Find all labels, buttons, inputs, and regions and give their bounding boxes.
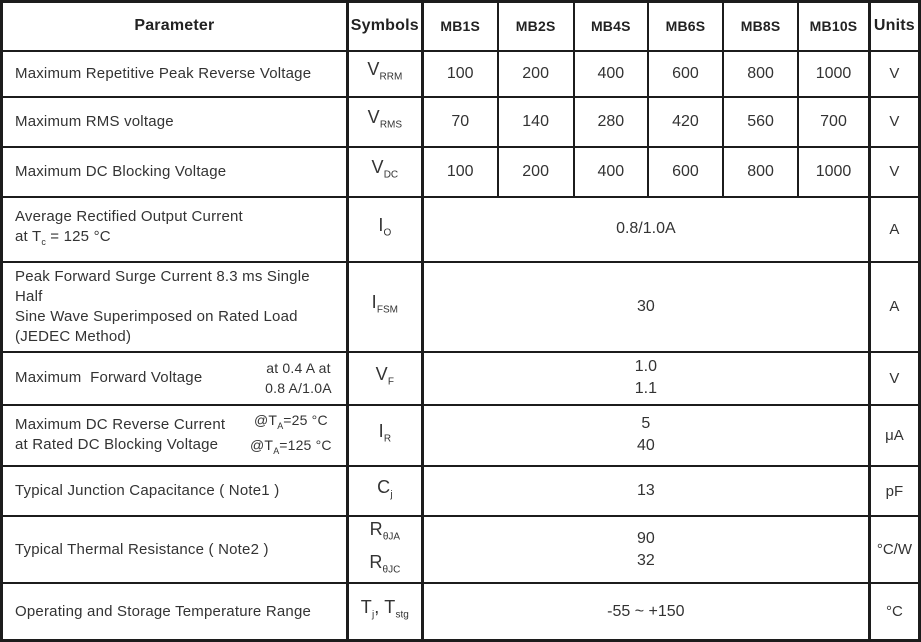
- parameter-cell: [2, 262, 348, 352]
- value-cell-mb6s: 600: [648, 51, 723, 97]
- table-row-vdc: [2, 147, 920, 197]
- unit-cell: °C: [869, 583, 919, 640]
- parameter-text: Maximum RMS voltage: [15, 112, 174, 130]
- value-cell-mb8s: 800: [723, 51, 798, 97]
- symbol-cell: $R_{\theta JA}$ $R_{\theta JC}$: [347, 516, 422, 583]
- value-cell-mb10s: 1000: [798, 147, 869, 197]
- header-units: Units: [869, 2, 919, 51]
- value-cell-all-models: 5 40: [422, 405, 869, 467]
- value-cell-mb2s: 140: [498, 97, 574, 147]
- value-cell-mb1s: 100: [422, 51, 497, 97]
- value-cell-mb4s: 400: [574, 51, 648, 97]
- parameter-cell: [2, 97, 348, 147]
- symbol-cell: $V_{DC}$: [347, 147, 422, 197]
- parameter-cell: [2, 466, 348, 516]
- parameter-flex: [15, 267, 338, 347]
- unit-cell: μA: [869, 405, 919, 467]
- header-model-mb4s: MB4S: [574, 2, 648, 51]
- table-row-ifsm: [2, 262, 920, 352]
- value-cell-all-models: 90 32: [422, 516, 869, 583]
- test-condition-text: $@T_A=25$ °C $@T_A=125$ °C: [250, 411, 332, 457]
- parameter-text: Average Rectified Output Current at $T_c = 125$ °C: [15, 207, 243, 247]
- parameter-cell: [2, 352, 348, 405]
- value-cell-mb2s: 200: [498, 51, 574, 97]
- parameter-flex: [15, 112, 338, 132]
- unit-cell: °C/W: [869, 516, 919, 583]
- unit-cell: pF: [869, 466, 919, 516]
- symbol-cell: $T_j$, $T_{stg}$: [347, 583, 422, 640]
- header-model-mb10s: MB10S: [798, 2, 869, 51]
- symbol-cell: $V_F$: [347, 352, 422, 405]
- header-symbols: Symbols: [347, 2, 422, 51]
- test-condition-text: at 0.4 A at 0.8 A/1.0A: [265, 360, 332, 396]
- table-row-vf: [2, 352, 920, 405]
- parameter-cell: [2, 147, 348, 197]
- value-cell-mb10s: 700: [798, 97, 869, 147]
- header-model-mb8s: MB8S: [723, 2, 798, 51]
- header-parameter: Parameter: [2, 2, 348, 51]
- parameter-cell: [2, 405, 348, 467]
- parameter-flex: [15, 481, 338, 501]
- value-cell-mb8s: 800: [723, 147, 798, 197]
- parameter-text: Maximum Forward Voltage: [15, 369, 203, 386]
- table-row-cj: [2, 466, 920, 516]
- unit-cell: V: [869, 97, 919, 147]
- parameter-cell: [2, 197, 348, 262]
- parameter-flex: [15, 540, 338, 560]
- value-cell-mb4s: 280: [574, 97, 648, 147]
- value-cell-all-models: 13: [422, 466, 869, 516]
- header-model-mb1s: MB1S: [422, 2, 497, 51]
- parameter-flex: [15, 602, 338, 622]
- symbol-cell: $I_{FSM}$: [347, 262, 422, 352]
- parameter-text: Maximum DC Reverse Current at Rated DC Blocking Voltage: [15, 416, 226, 454]
- parameter-flex: [15, 410, 338, 462]
- parameter-text: Maximum Repetitive Peak Reverse Voltage: [15, 64, 312, 82]
- value-cell-mb10s: 1000: [798, 51, 869, 97]
- symbol-cell: $I_R$: [347, 405, 422, 467]
- value-cell-mb1s: 100: [422, 147, 497, 197]
- value-cell-all-models: 30: [422, 262, 869, 352]
- parameter-flex: [15, 358, 338, 398]
- value-cell-all-models: 0.8/1.0A: [422, 197, 869, 262]
- table-row-io: [2, 197, 920, 262]
- header-row: [2, 2, 920, 51]
- unit-cell: A: [869, 262, 919, 352]
- table-row-vrms: [2, 97, 920, 147]
- value-cell-mb6s: 420: [648, 97, 723, 147]
- value-cell-mb1s: 70: [422, 97, 497, 147]
- table-row-vrrm: [2, 51, 920, 97]
- unit-cell: V: [869, 352, 919, 405]
- unit-cell: V: [869, 51, 919, 97]
- table-row-tstg: [2, 583, 920, 640]
- parameter-flex: [15, 207, 338, 252]
- symbol-cell: $V_{RMS}$: [347, 97, 422, 147]
- parameter-text: Maximum DC Blocking Voltage: [15, 162, 227, 180]
- value-cell-mb6s: 600: [648, 147, 723, 197]
- header-model-mb2s: MB2S: [498, 2, 574, 51]
- unit-cell: A: [869, 197, 919, 262]
- symbol-cell: $C_j$: [347, 466, 422, 516]
- parameter-text: Operating and Storage Temperature Range: [15, 602, 312, 620]
- value-cell-mb4s: 400: [574, 147, 648, 197]
- symbol-cell: $V_{RRM}$: [347, 51, 422, 97]
- parameter-cell: [2, 51, 348, 97]
- parameter-text: Typical Thermal Resistance ( Note2 ): [15, 540, 269, 558]
- parameter-cell: [2, 583, 348, 640]
- parameter-flex: [15, 64, 338, 84]
- value-cell-mb2s: 200: [498, 147, 574, 197]
- value-cell-all-models: -55 ~ +150: [422, 583, 869, 640]
- value-cell-all-models: 1.0 1.1: [422, 352, 869, 405]
- parameter-text: Typical Junction Capacitance ( Note1 ): [15, 482, 280, 500]
- parameter-text: Peak Forward Surge Current 8.3 ms Single Half Sine Wave Superimposed on Rated Load (JEDEC Method): [15, 267, 315, 345]
- table-row-rth: [2, 516, 920, 583]
- table-row-ir: [2, 405, 920, 467]
- value-cell-mb8s: 560: [723, 97, 798, 147]
- table-body: [2, 51, 920, 641]
- parameter-flex: [15, 162, 338, 182]
- header-model-mb6s: MB6S: [648, 2, 723, 51]
- unit-cell: V: [869, 147, 919, 197]
- parameter-cell: [2, 516, 348, 583]
- symbol-cell: $I_O$: [347, 197, 422, 262]
